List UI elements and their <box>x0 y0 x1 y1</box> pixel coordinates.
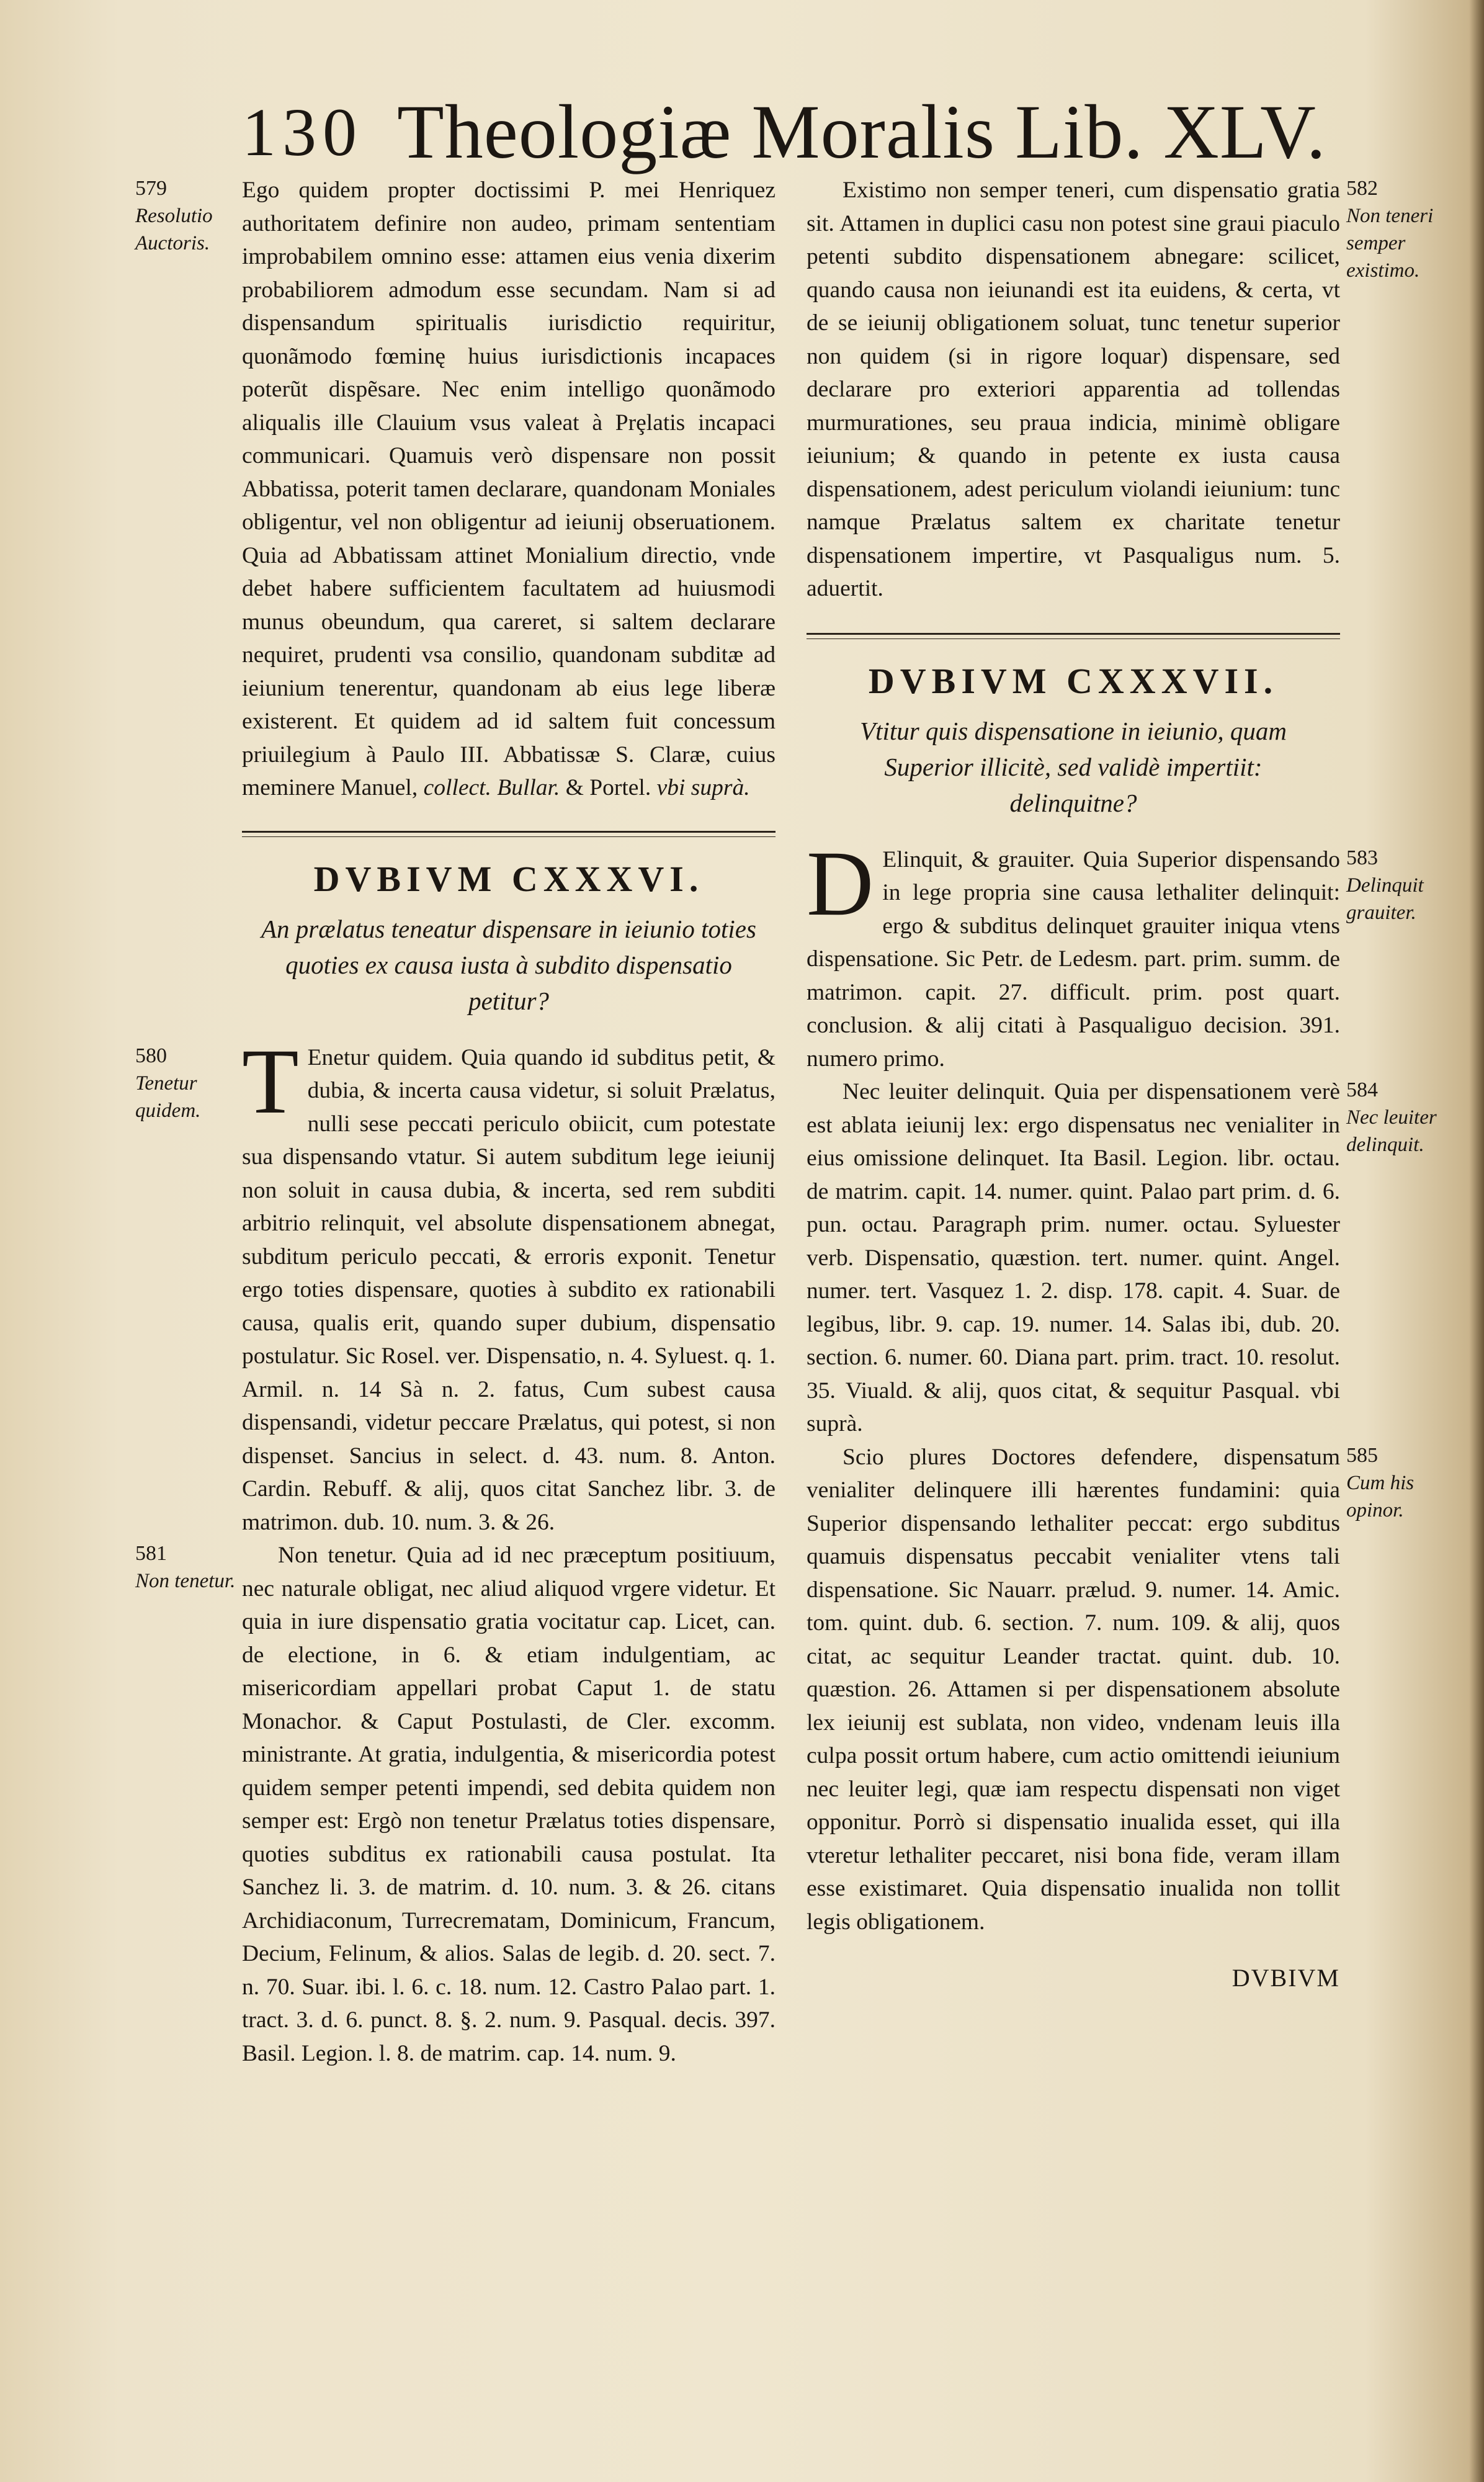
paragraph-text: Non tenetur. Quia ad id nec præceptum positiuum, nec naturale obligat, nec aliud aliquod vrgere videtur. Et quia in iure dispensatio gratia vocitatur cap. Licet, can. de electione, in 6. & etiam indulgentiam, ac misericordiam appellari probat Caput 1. de statu Monachor. & Caput Postulasti, de Cler. excomm. ministrante. At gratia, indulgentia, & misericordia potest quidem semper petenti impendi, sed debita quidem non semper est: Ergò non tenetur Prælatus toties dispensare, quoties subditus ex rationabili causa postulat. Ita Sanchez li. 3. de matrim. d. 10. num. 3. & 26. citans Archidiaconum, Turrecrematam, Dominicum, Francum, Decium, Felinum, & alios. Salas de legib. d. 20. sect. 7. n. 70. Suar. ibi. l. 6. c. 18. num. 12. Castro Palao part. 1. tract. 3. d. 6. punct. 8. §. 2. num. 9. Pasqual. decis. 397. Basil. Legion. l. 8. de matrim. cap. 14. num. 9. <box>242 1543 776 2066</box>
drop-cap: D <box>807 831 874 935</box>
paragraph-580 <box>135 1029 776 1539</box>
paragraph-text: Scio plures Doctores defendere, dispensatum venialiter delinquere illi hærentes fundamini: quia Superior dispensando lethaliter peccat: ergo subditus quamuis dispensatus peccabit venialiter vtens tali dispensatione. Sic Nauarr. prælud. 9. numer. 14. Amic. tom. quint. dub. 6. section. 7. num. 109. & alij, quos citat, ac sequitur Leander tractat. quint. dub. 10. quæstion. 26. Attamen si per dispensationem absolute lex ieiunij est sublata, non video, vndenam leuis illa culpa possit ortum habere, cum actio omittendi ieiunium nec leuiter legi, quæ iam respectu dispensati non viget opponitur. Porrò si dispensatio inualida esset, qui illa vteretur lethaliter peccaret, nisi bona fide, veram illam esse existimaret. Quia dispensatio inualida non tollit legis obligationem. <box>807 1444 1340 1935</box>
citation-italic-end: vbi suprà. <box>656 775 750 800</box>
left-column <box>135 174 776 2070</box>
paragraph-text: Existimo non semper teneri, cum dispensatio gratia sit. Attamen in duplici casu non potest sine graui piaculo petenti subdito dispensationem abnegare: scilicet, quando causa non ieiunandi est ita euidens, & certa, vt de se ieiunij obligationem soluat, tunc tenetur superior non quidem (si in rigore loquar) dispensare, sed declarare pro exteriori apparentia ad tollendas murmurationes, seu praua indicia, minimè obligare ieiunium; & quando in petente ex iusta causa dispensationem, adest periculum violandi ieiunium: tunc namque Prælatus saltem ex charitate tenetur dispensationem impertire, vt Pasqualigus num. 5. aduertit. <box>807 177 1340 601</box>
paragraph-text <box>242 1029 776 1539</box>
margin-note-text: Non tenetur. <box>135 1570 236 1592</box>
margin-note-text: Cum his opinor. <box>1346 1471 1415 1521</box>
paragraph-number: 582 <box>1346 177 1378 200</box>
running-title: Theologiæ Moralis Lib. XLV. <box>397 89 1326 174</box>
paragraph-585 <box>807 1441 1415 1939</box>
right-column <box>807 174 1437 2000</box>
paragraph-text <box>807 831 1340 1076</box>
paragraph-number: 581 <box>135 1542 167 1565</box>
paragraph-body: Elinquit, & grauiter. Quia Superior dispensando in lege propria sine causa lethaliter delinquit: ergo & subditus delinquet grauiter iniqua vtens dispensatione. Sic Petr. de Ledesm. part. prim. summ. de matrimon. capit. 27. difficult. prim. post quart. conclusion. & alij citati à Pasqualiguo decision. 391. numero primo. <box>807 846 1340 1072</box>
paragraph-number: 583 <box>1346 846 1378 869</box>
paragraph-number: 579 <box>135 177 167 200</box>
dubium-question-137: Vtitur quis dispensatione in ieiunio, quam Superior illicitè, sed validè impertiit: delinquitne? <box>860 716 1287 817</box>
paragraph-body-end: & Portel. <box>565 775 651 800</box>
margin-note-585 <box>1346 1442 1452 1524</box>
paragraph-body: Ego quidem propter doctissimi P. mei Henriquez authoritatem definire non audeo, primam sententiam improbabilem omnino esse: attamen eius venia dixerim probabiliorem admodum esse secundam. Nam si ad dispensandum spiritualis iurisdictio requiritur, quonãmodo fœminę huius iurisdictionis incapaces poterũt dispẽsare. Nec enim intelligo quonãmodo aliqualis ille Clauium vsus valeat à Prȩlatis incapaci communicari. Quamuis verò dispensare non possit Abbatissa, poterit tamen declarare, quandonam Moniales obligentur, vel non obligentur ad ieiunij obseruationem. Quia ad Abbatissam attinet Monialium directio, vnde debet habere sufficientem facultatem ad huiusmodi munus obeundum, qua careret, si saltem declarare nequiret, prudenti vsa consilio, quandonam subditæ ad ieiunium tenerentur, quandonam ab eius lege liberæ existerent. Et quidem ad id saltem fuit concessum priuilegium à Paulo III. Abbatissæ S. Claræ, cuius meminere Manuel, <box>242 177 776 800</box>
margin-note-text: Non teneri semper existimo. <box>1346 205 1434 282</box>
dubium-heading-136: DVBIVM CXXXVI. <box>313 858 704 899</box>
dubium-heading-137: DVBIVM CXXXVII. <box>868 660 1279 701</box>
paragraph-579 <box>135 174 776 805</box>
paragraph-text: Nec leuiter delinquit. Quia per dispensationem verè est ablata ieiunij lex: ergo dispensatus nec venialiter in eius omissione delinquet. Ita Basil. Legion. libr. octau. de matrim. capit. 14. numer. quint. Palao part prim. d. 6. pun. octau. Paragraph prim. numer. octau. Syluester verb. Dispensatio, quæstion. tert. numer. quint. Angel. numer. tert. Vasquez 1. 2. disp. 178. capit. 4. Suar. de legibus, libr. 9. cap. 19. numer. 14. Salas ibi, dub. 20. section. 6. numer. 60. Diana part. prim. tract. 10. resolut. 35. Viuald. & alij, quos citat, & sequitur Pasqual. vbi suprà. <box>807 1079 1340 1436</box>
margin-note-582 <box>1346 175 1452 284</box>
margin-note-581 <box>135 1540 238 1595</box>
margin-note-580 <box>135 1042 238 1124</box>
margin-note-text: Resolutio Auctoris. <box>135 205 213 254</box>
margin-note-text: Delinquit grauiter. <box>1346 874 1424 924</box>
page-number: 130 <box>242 94 363 170</box>
paragraph-583 <box>807 831 1424 1076</box>
catchword: DVBIVM <box>1231 1964 1340 1992</box>
margin-note-text: Tenetur quidem. <box>135 1072 201 1122</box>
section-divider <box>242 831 776 837</box>
margin-note-584 <box>1346 1077 1452 1158</box>
paragraph-581 <box>135 1539 776 2070</box>
margin-note-583 <box>1346 845 1452 926</box>
paragraph-number: 580 <box>135 1044 167 1067</box>
paragraph-text <box>242 174 776 805</box>
section-divider <box>807 633 1340 639</box>
paragraph-number: 585 <box>1346 1443 1378 1467</box>
drop-cap: T <box>242 1029 299 1133</box>
dubium-question-136: An prælatus teneatur dispensare in ieiunio toties quoties ex causa iusta à subdito dispensatio petitur? <box>261 914 756 1015</box>
paragraph-body: Enetur quidem. Quia quando id subditus petit, & dubia, & incerta causa videtur, si soluit Prælatus, nulli sese peccati periculo obiicit, cum potestate sua dispensando vtatur. Si autem subditum lege ieiunij non soluit in causa dubia, & incerta, sed rem subditi arbitrio relinquit, vel absolute dispensationem abnegat, subditum periculo peccati, & erroris exponit. Tenetur ergo toties dispensare, quoties à subdito ex rationabili causa, qualis erit, quando super dubium, dispensatio postulatur. Sic Rosel. ver. Dispensatio, n. 4. Syluest. q. 1. Armil. n. 14 Sà n. 2. fatus, Cum subest causa dispensandi, videtur peccare Prælatus, qui potest, si non dispenset. Sancius in select. d. 43. num. 8. Anton. Cardin. Rebuff. & alij, quos citat Sanchez libr. 3. de matrimon. dub. 10. num. 3. & 26. <box>242 1044 776 1535</box>
paragraph-582 <box>807 174 1434 606</box>
citation-italic: collect. Bullar. <box>423 775 560 800</box>
margin-note-579 <box>135 175 238 257</box>
margin-note-text: Nec leuiter delinquit. <box>1346 1106 1437 1156</box>
paragraph-584 <box>807 1075 1437 1441</box>
paragraph-number: 584 <box>1346 1078 1378 1101</box>
page-header <box>242 89 1326 180</box>
